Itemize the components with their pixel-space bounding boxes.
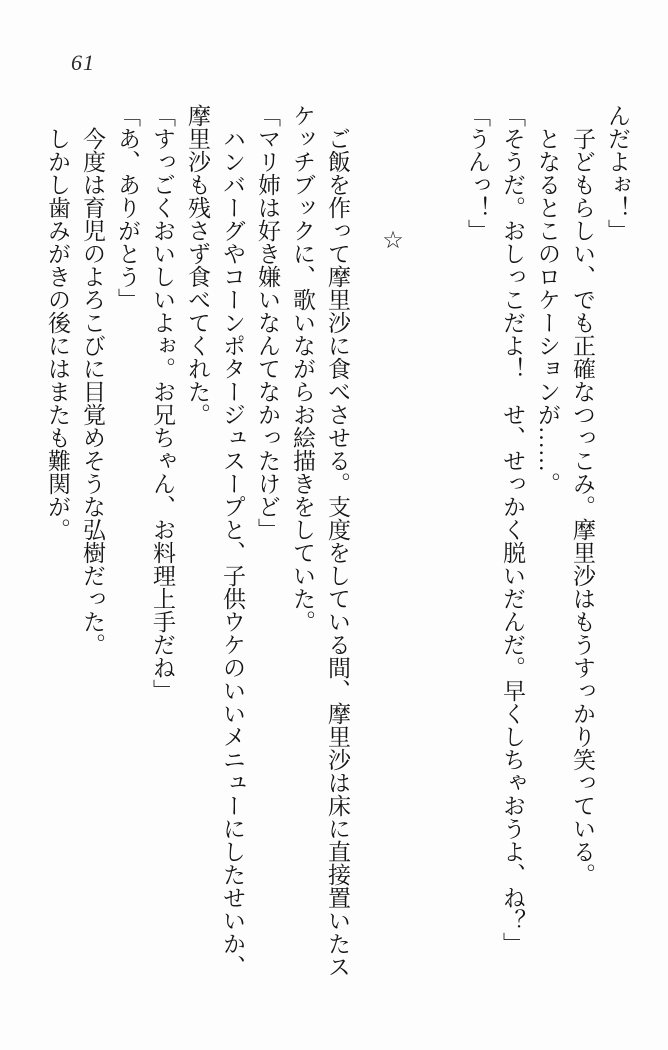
text-line-8: 「マリ姉は好き嫌いなんてなかったけど」 [255,104,280,541]
text-line-6: ご飯を作って摩里沙に食べさせる。支度をしている間、摩里沙は床に直接置いたス [325,104,350,978]
text-line-12: 「あ、ありがとう」 [115,104,140,311]
text-line-7: ケッチブックに、歌いながらお絵描きをしていた。 [290,104,315,633]
text-line-11: 「すっごくおいしいよぉ。お兄ちゃん、お料理上手だね」 [150,104,175,702]
vertical-text-block [40,104,635,1019]
text-line-3: となるとこのロケーションが……。 [535,104,560,495]
text-line-4: 「そうだ。おしっこだよ！ せ、せっかく脱いだんだ。早くしちゃおうよ、ね？」 [500,104,525,955]
section-divider-star: ☆ [379,226,405,254]
page-number: 61 [71,50,95,75]
text-line-9: ハンバーグやコーンポタージュスープと、子供ウケのいいメニューにしたせいか、 [220,104,245,978]
text-line-10: 摩里沙も残さず食べてくれた。 [185,104,210,426]
text-line-14: しかし歯みがきの後にはまたも難関が。 [45,104,70,541]
text-line-5: 「うんっ！」 [465,104,490,242]
text-line-13: 今度は育児のよろこびに目覚めそうな弘樹だった。 [80,104,105,656]
text-line-1: んだよぉ！」 [605,104,630,242]
text-line-2: 子どもらしい、でも正確なつっこみ。摩里沙はもうすっかり笑っている。 [570,104,595,886]
